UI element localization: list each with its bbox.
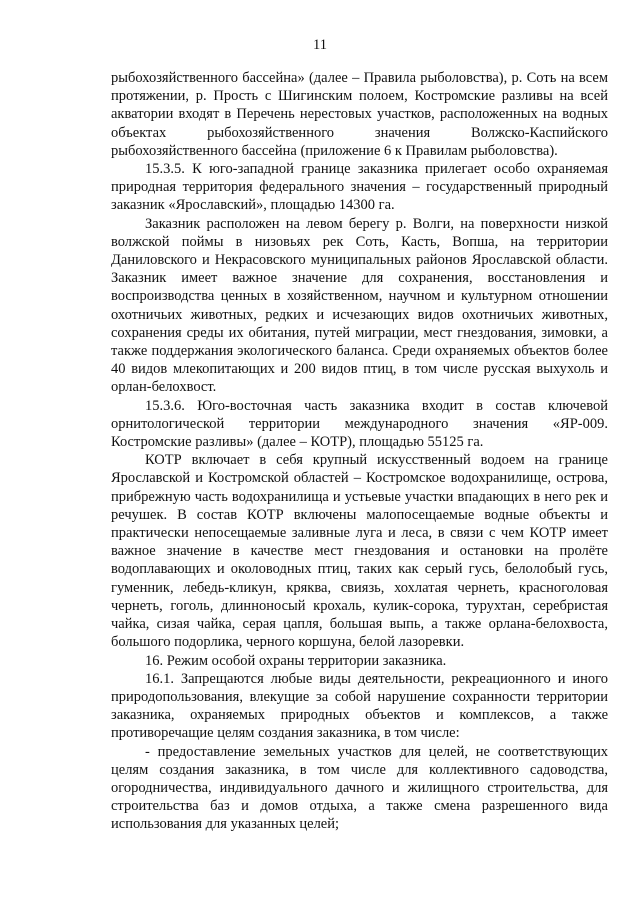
paragraph-yaroslavsky-reserve: Заказник расположен на левом берегу р. Волги, на поверхности низкой волжской поймы в низовьях рек Соть, Касть, Вопша, на территории Даниловского и Некрасовского муниципальных районов Ярославской области. Заказник имеет важное значение для сохранения, восстановления и воспроизводства ценных в хозяйственном, научном и культурном отношении охотничьих животных, редких и исчезающих видов охотничьих животных, сохранения среды их обитания, путей миграции, мест гнездования, зимовки, а также поддержания экологического баланса. Среди охраняемых объектов более 40 видов млекопитающих и 200 видов птиц, в том числе русская выхухоль и орлан-белохвост. bbox=[111, 215, 608, 396]
paragraph-kotr-description: КОТР включает в себя крупный искусственный водоем на границе Ярославской и Костромской областей – Костромское водохранилище, острова, прибрежную часть водохранилища и устьевые участки впадающих в него рек и речушек. В состав КОТР включены малопосещаемые водные объекты и практически непосещаемые заливные луга и леса, в связи с чем КОТР имеет важное значение в качестве мест гнездования и остановки на пролёте водоплавающих и околоводных птиц, таких как серый гусь, белолобый гусь, гуменник, лебедь-кликун, кряква, свиязь, хохлатая чернеть, красноголовая чернеть, гоголь, длинноносый крохаль, кулик-сорока, турухтан, серебристая чайка, сизая чайка, серая цапля, большая выпь, а также орлана-белохвоста, большого подорлика, черного коршуна, белой лазоревки. bbox=[111, 452, 608, 651]
document-body bbox=[111, 69, 608, 834]
page-number: 11 bbox=[313, 37, 327, 53]
paragraph-15-3-6: 15.3.6. Юго-восточная часть заказника входит в состав ключевой орнитологической территории международного значения «ЯР-009. Костромские разливы» (далее – КОТР), площадью 55125 га. bbox=[111, 397, 608, 451]
paragraph-15-3-5: 15.3.5. К юго-западной границе заказника прилегает особо охраняемая природная территория федерального значения – государственный природный заказник «Ярославский», площадью 14300 га. bbox=[111, 161, 608, 214]
paragraph-16-heading: 16. Режим особой охраны территории заказника. bbox=[145, 652, 447, 669]
list-item-land-allocation: - предоставление земельных участков для целей, не соответствующих целям создания заказника, в том числе для коллективного садоводства, огородничества, индивидуального дачного и жилищного строительства, для строительства баз и домов отдыха, а также смена разрешенного вида использования для указанных целей; bbox=[111, 743, 608, 833]
paragraph-fishing-rules-continuation: рыбохозяйственного бассейна» (далее – Правила рыболовства), р. Соть на всем протяжении, р. Прость с Шигинским полоем, Костромские разливы на всей акватории входят в Перечень нерестовых участков, расположенных на водных объектах рыбохозяйственного значения Волжско-Каспийского рыбохозяйственного бассейна (приложение 6 к Правилам рыболовства). bbox=[111, 70, 608, 159]
paragraph-16-1: 16.1. Запрещаются любые виды деятельности, рекреационного и иного природопользования, влекущие за собой нарушение сохранности территории заказника, охраняемых природных объектов и комплексов, а также противоречащие целям создания заказника, в том числе: bbox=[111, 670, 608, 742]
